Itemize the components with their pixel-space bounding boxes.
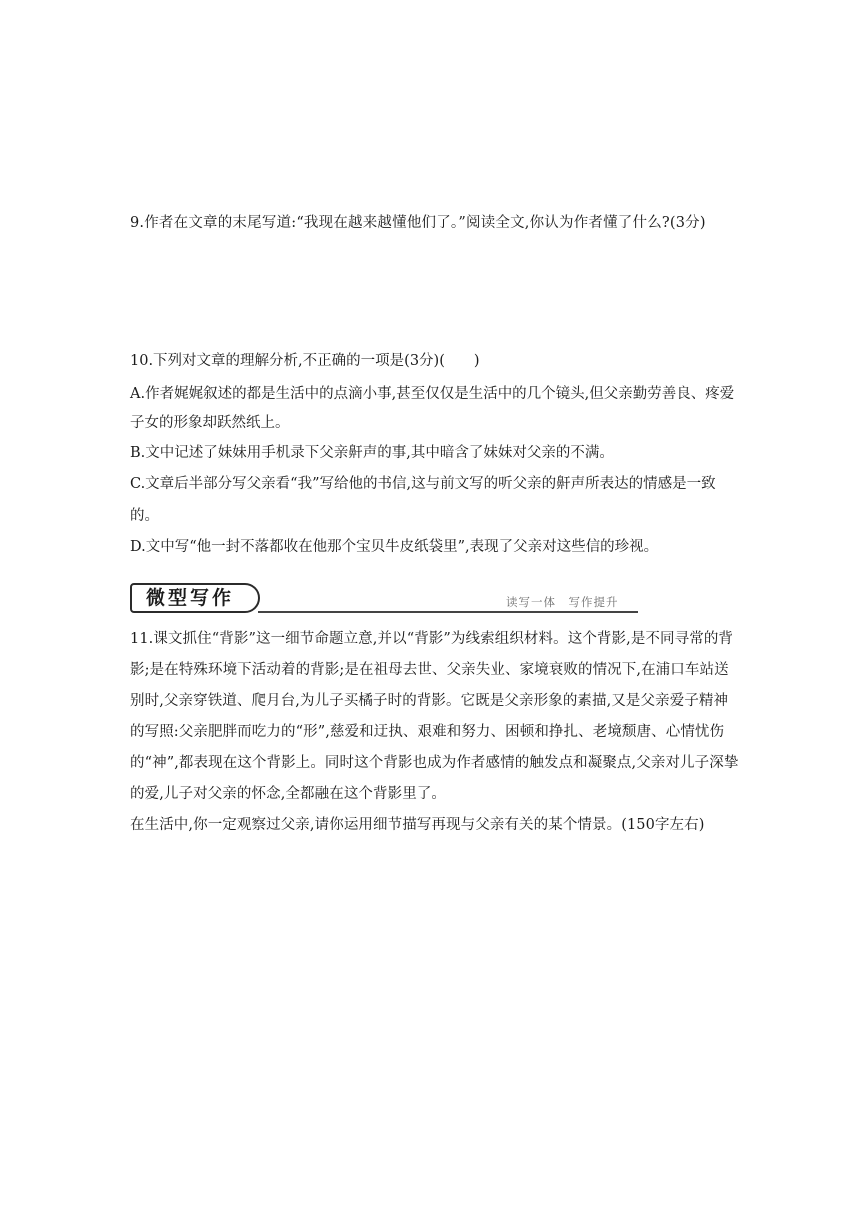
section-banner-rule — [258, 611, 638, 613]
option-c: C.文章后半部分写父亲看“我”写给他的书信,这与前文写的听父亲的鼾声所表达的情感是一致的。 — [130, 476, 716, 524]
question-9 — [130, 206, 740, 241]
question-11 — [130, 624, 740, 841]
section-banner — [130, 583, 638, 617]
question-11-prompt: 在生活中,你一定观察过父亲,请你运用细节描写再现与父亲有关的某个情景。(150字左右) — [130, 817, 705, 833]
question-9-text: 9.作者在文章的末尾写道:“我现在越来越懂他们了。”阅读全文,你认为作者懂了什么?(3分) — [130, 215, 706, 231]
option-b: B.文中记述了妹妹用手机录下父亲鼾声的事,其中暗含了妹妹对父亲的不满。 — [130, 444, 614, 461]
question-10 — [130, 346, 740, 564]
option-d: D.文中写“他一封不落都收在他那个宝贝牛皮纸袋里”,表现了父亲对这些信的珍视。 — [130, 539, 659, 555]
question-10-stem: 10.下列对文章的理解分析,不正确的一项是(3分)( ) — [130, 353, 480, 369]
section-banner-subtitle: 读写一体 写作提升 — [506, 595, 619, 609]
section-banner-title: 微型写作 — [146, 587, 235, 609]
question-11-passage: 11.课文抓住“背影”这一细节命题立意,并以“背影”为线索组织材料。这个背影,是不同寻常的背影;是在特殊环境下活动着的背影;是在祖母去世、父亲失业、家境衰败的情况下,在浦口车站送别时,父亲穿铁道、爬月台,为儿子买橘子时的背影。它既是父亲形象的素描,又是父亲爱子精神的写照:父亲肥胖而吃力的“形”,慈爱和迂执、艰难和努力、困顿和挣扎、老境颓唐、心情忧伤的“神”,都表现在这个背影上。同时这个背影也成为作者感情的触发点和凝聚点,父亲对儿子深挚的爱,儿子对父亲的怀念,全都融在这个背影里了。 — [130, 631, 739, 802]
option-a: A.作者娓娓叙述的都是生活中的点滴小事,甚至仅仅是生活中的几个镜头,但父亲勤劳善良、疼爱子女的形象却跃然纸上。 — [130, 385, 735, 431]
